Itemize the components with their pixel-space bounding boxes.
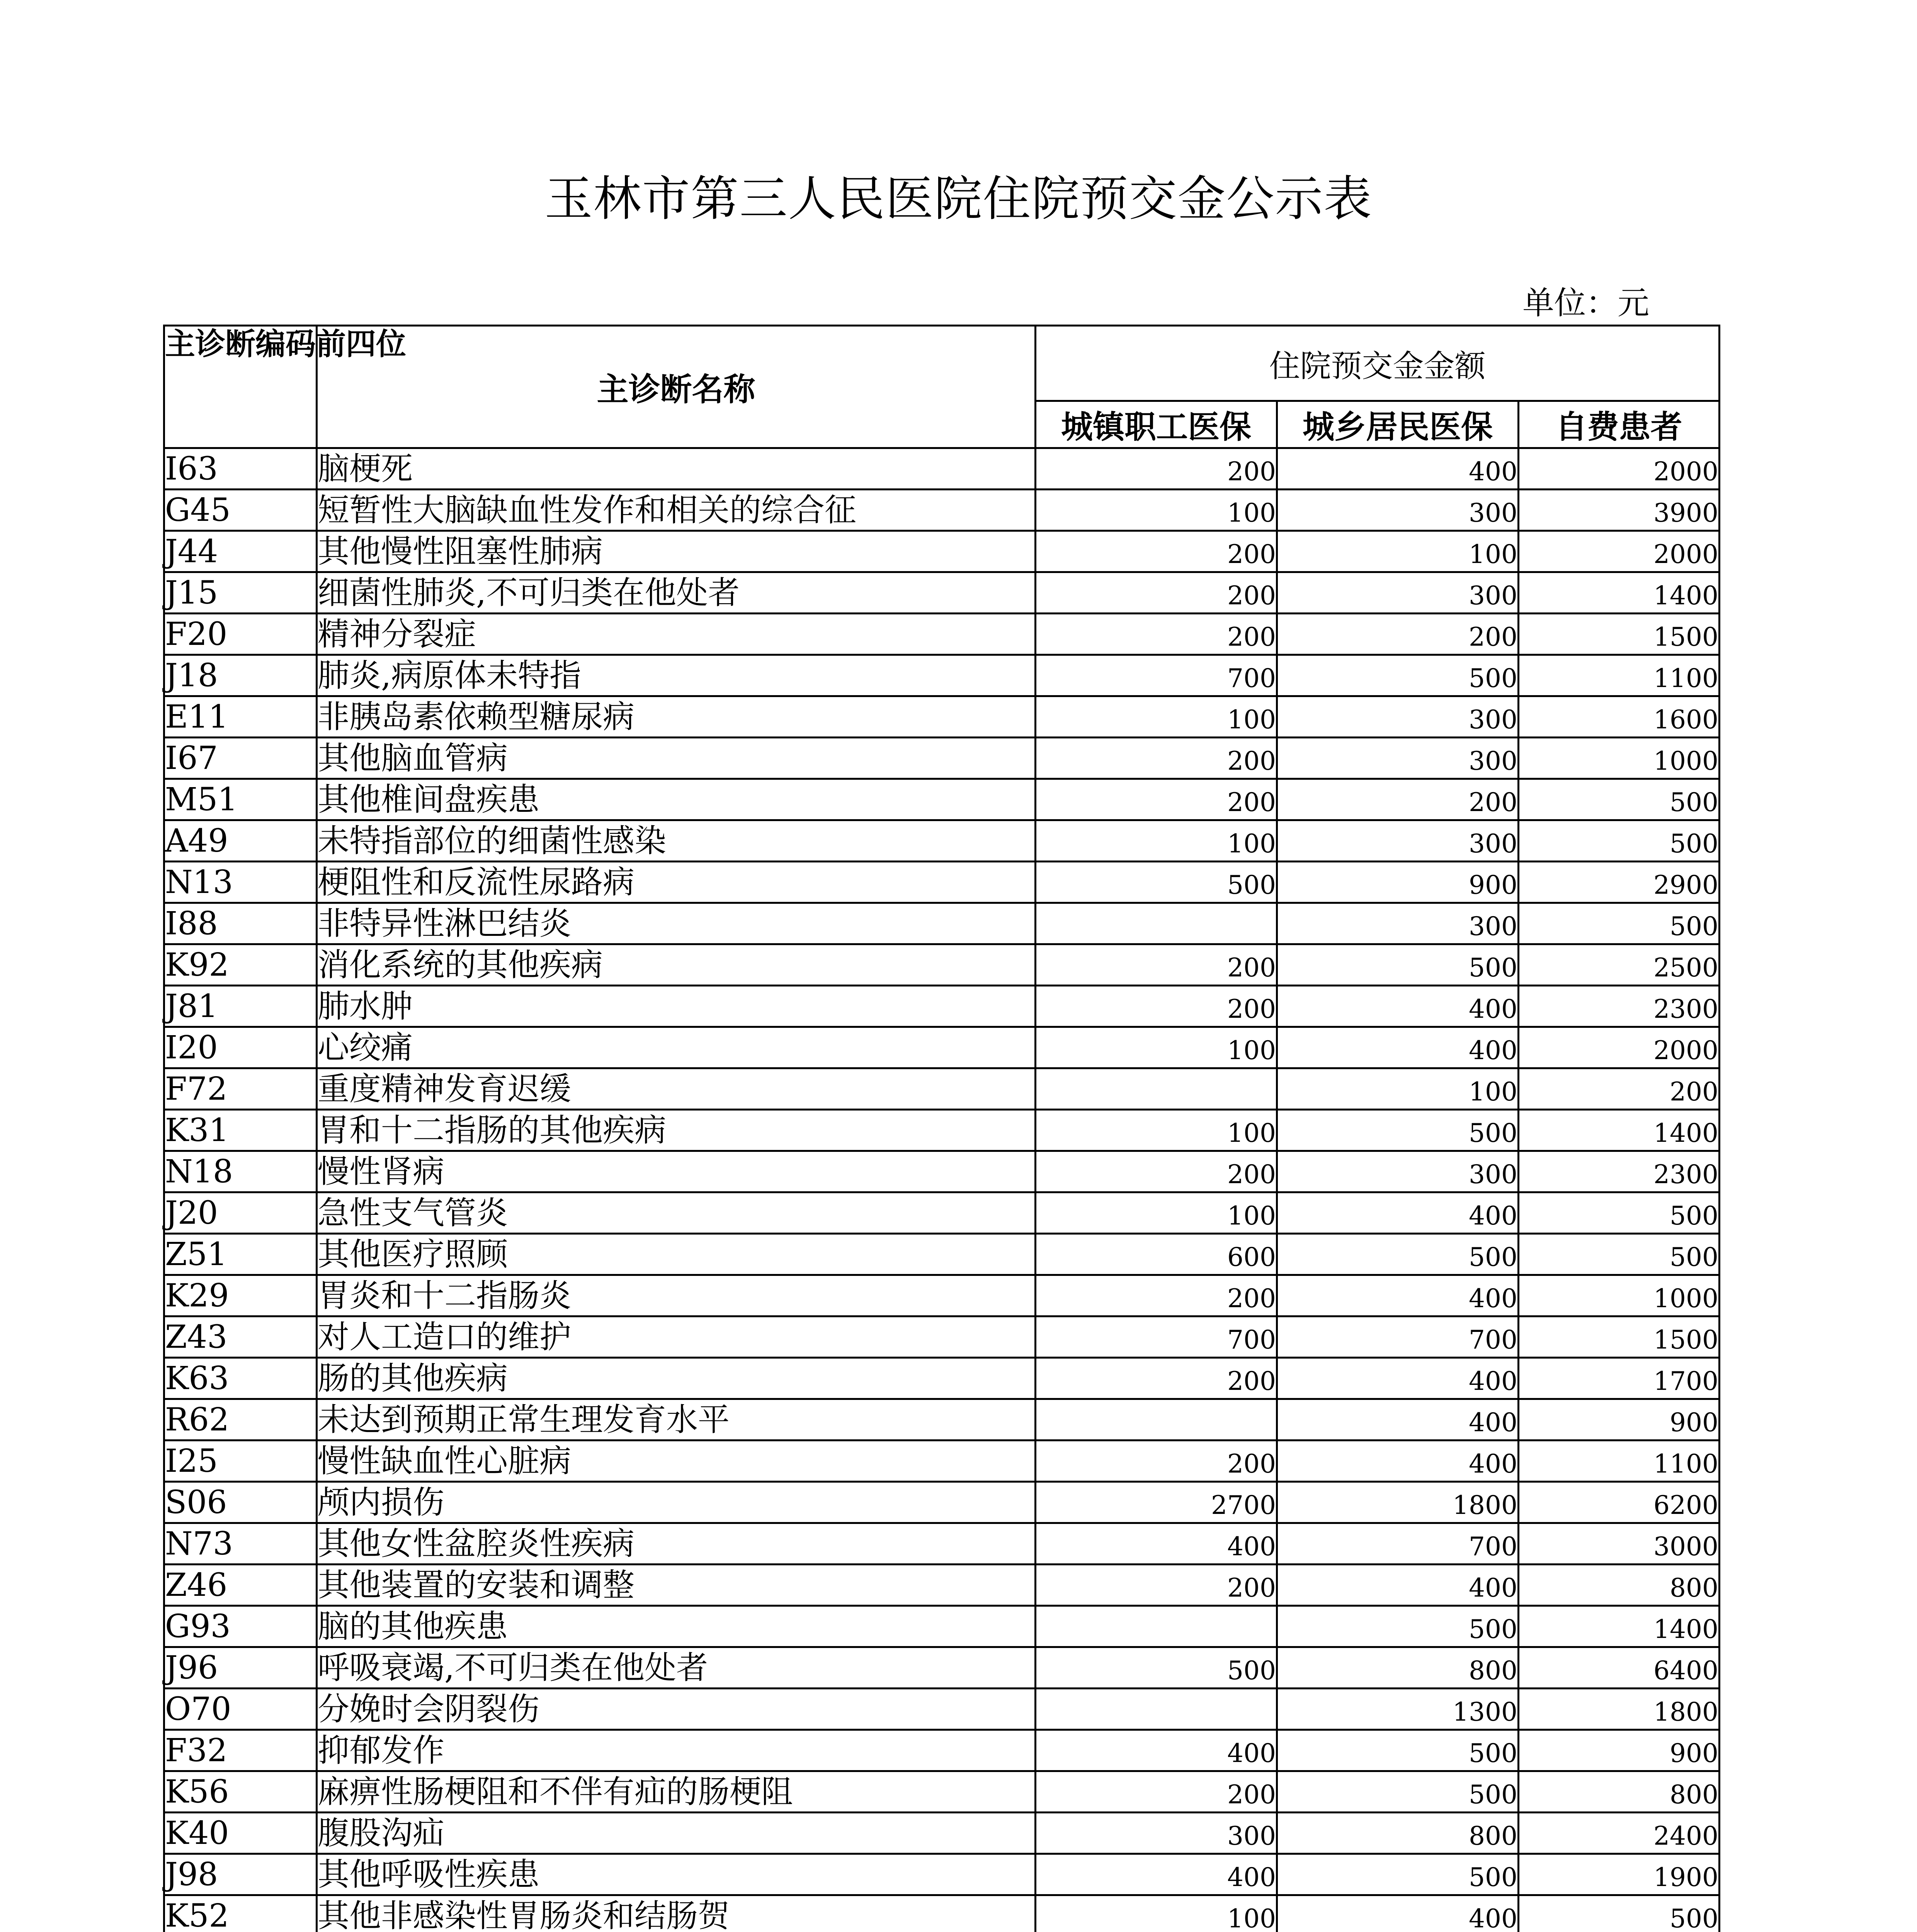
diagnosis-code-cell: G93 (164, 1606, 317, 1647)
self-pay-cell: 500 (1519, 1895, 1720, 1932)
diagnosis-code-cell: K40 (164, 1813, 317, 1854)
diagnosis-code-cell: J98 (164, 1854, 317, 1895)
table-row (164, 655, 1720, 696)
self-pay-cell: 500 (1519, 779, 1720, 820)
table-row (164, 1565, 1720, 1606)
diagnosis-name-cell: 短暂性大脑缺血性发作和相关的综合征 (317, 490, 1036, 531)
table-row (164, 1523, 1720, 1565)
diagnosis-code-cell: A49 (164, 820, 317, 862)
resident-insurance-cell: 700 (1277, 1316, 1519, 1358)
employee-insurance-cell: 2700 (1036, 1482, 1277, 1523)
resident-insurance-cell: 500 (1277, 1854, 1519, 1895)
diagnosis-code-cell: Z43 (164, 1316, 317, 1358)
diagnosis-name-cell: 其他脑血管病 (317, 738, 1036, 779)
resident-insurance-cell: 500 (1277, 655, 1519, 696)
self-pay-cell: 3000 (1519, 1523, 1720, 1565)
diagnosis-name-cell: 肠的其他疾病 (317, 1358, 1036, 1399)
table-row (164, 448, 1720, 490)
resident-insurance-cell: 500 (1277, 1606, 1519, 1647)
self-pay-cell: 1900 (1519, 1854, 1720, 1895)
self-pay-cell: 2300 (1519, 986, 1720, 1027)
table-row (164, 531, 1720, 572)
self-pay-cell: 2500 (1519, 944, 1720, 986)
self-pay-cell: 1000 (1519, 1275, 1720, 1316)
table-row (164, 986, 1720, 1027)
resident-insurance-cell: 400 (1277, 1399, 1519, 1440)
resident-insurance-cell: 400 (1277, 986, 1519, 1027)
table-row (164, 1647, 1720, 1689)
diagnosis-name-cell: 其他慢性阻塞性肺病 (317, 531, 1036, 572)
diagnosis-name-cell: 梗阻性和反流性尿路病 (317, 862, 1036, 903)
table-row (164, 862, 1720, 903)
employee-insurance-cell: 400 (1036, 1523, 1277, 1565)
employee-insurance-cell: 200 (1036, 531, 1277, 572)
table-row (164, 1234, 1720, 1275)
diagnosis-name-cell: 肺水肿 (317, 986, 1036, 1027)
page-title: 玉林市第三人民医院住院预交金公示表 (544, 171, 1373, 227)
resident-insurance-cell: 900 (1277, 862, 1519, 903)
diagnosis-name-cell: 其他呼吸性疾患 (317, 1854, 1036, 1895)
employee-insurance-cell: 100 (1036, 1027, 1277, 1068)
employee-insurance-cell: 200 (1036, 1440, 1277, 1482)
diagnosis-code-cell: I67 (164, 738, 317, 779)
self-pay-cell: 1700 (1519, 1358, 1720, 1399)
header-diagnosis-code: 主诊断编码前四位 (164, 326, 317, 448)
self-pay-cell: 1600 (1519, 696, 1720, 738)
table-row (164, 1151, 1720, 1192)
diagnosis-name-cell: 慢性缺血性心脏病 (317, 1440, 1036, 1482)
self-pay-cell: 1000 (1519, 738, 1720, 779)
employee-insurance-cell: 100 (1036, 1192, 1277, 1234)
employee-insurance-cell: 100 (1036, 490, 1277, 531)
resident-insurance-cell: 300 (1277, 1151, 1519, 1192)
self-pay-cell: 500 (1519, 903, 1720, 944)
self-pay-cell: 1500 (1519, 614, 1720, 655)
table-body (164, 448, 1720, 1932)
diagnosis-code-cell: Z51 (164, 1234, 317, 1275)
diagnosis-name-cell: 对人工造口的维护 (317, 1316, 1036, 1358)
resident-insurance-cell: 700 (1277, 1523, 1519, 1565)
table-row (164, 1399, 1720, 1440)
table-row (164, 1689, 1720, 1730)
employee-insurance-cell: 100 (1036, 696, 1277, 738)
employee-insurance-cell: 700 (1036, 1316, 1277, 1358)
table-row (164, 903, 1720, 944)
table-row (164, 572, 1720, 614)
employee-insurance-cell: 600 (1036, 1234, 1277, 1275)
table-row (164, 820, 1720, 862)
header-deposit-amount: 住院预交金金额 (1036, 326, 1720, 401)
deposit-table (163, 325, 1720, 1932)
resident-insurance-cell: 500 (1277, 944, 1519, 986)
self-pay-cell: 1100 (1519, 655, 1720, 696)
employee-insurance-cell: 200 (1036, 1151, 1277, 1192)
employee-insurance-cell: 200 (1036, 944, 1277, 986)
resident-insurance-cell: 500 (1277, 1110, 1519, 1151)
table-row (164, 944, 1720, 986)
diagnosis-name-cell: 抑郁发作 (317, 1730, 1036, 1771)
self-pay-cell: 2000 (1519, 1027, 1720, 1068)
self-pay-cell: 500 (1519, 1192, 1720, 1234)
diagnosis-code-cell: N18 (164, 1151, 317, 1192)
header-employee-insurance: 城镇职工医保 (1036, 401, 1277, 448)
self-pay-cell: 800 (1519, 1771, 1720, 1813)
self-pay-cell: 900 (1519, 1730, 1720, 1771)
table-row (164, 1358, 1720, 1399)
table-row (164, 1275, 1720, 1316)
diagnosis-name-cell: 其他椎间盘疾患 (317, 779, 1036, 820)
self-pay-cell: 1500 (1519, 1316, 1720, 1358)
diagnosis-name-cell: 未特指部位的细菌性感染 (317, 820, 1036, 862)
employee-insurance-cell: 100 (1036, 1110, 1277, 1151)
diagnosis-code-cell: I63 (164, 448, 317, 490)
diagnosis-code-cell: N13 (164, 862, 317, 903)
employee-insurance-cell (1036, 903, 1277, 944)
resident-insurance-cell: 800 (1277, 1647, 1519, 1689)
diagnosis-code-cell: R62 (164, 1399, 317, 1440)
diagnosis-code-cell: I20 (164, 1027, 317, 1068)
resident-insurance-cell: 300 (1277, 572, 1519, 614)
self-pay-cell: 1400 (1519, 1606, 1720, 1647)
diagnosis-name-cell: 心绞痛 (317, 1027, 1036, 1068)
employee-insurance-cell: 100 (1036, 1895, 1277, 1932)
employee-insurance-cell: 200 (1036, 1565, 1277, 1606)
employee-insurance-cell (1036, 1399, 1277, 1440)
resident-insurance-cell: 200 (1277, 614, 1519, 655)
employee-insurance-cell: 500 (1036, 1647, 1277, 1689)
self-pay-cell: 2000 (1519, 531, 1720, 572)
diagnosis-name-cell: 消化系统的其他疾病 (317, 944, 1036, 986)
diagnosis-name-cell: 未达到预期正常生理发育水平 (317, 1399, 1036, 1440)
header-row-top (164, 326, 1720, 401)
diagnosis-code-cell: S06 (164, 1482, 317, 1523)
table-row (164, 1316, 1720, 1358)
diagnosis-name-cell: 肺炎,病原体未特指 (317, 655, 1036, 696)
diagnosis-name-cell: 慢性肾病 (317, 1151, 1036, 1192)
employee-insurance-cell: 200 (1036, 614, 1277, 655)
table-row (164, 1895, 1720, 1932)
diagnosis-name-cell: 分娩时会阴裂伤 (317, 1689, 1036, 1730)
table-row (164, 614, 1720, 655)
self-pay-cell: 1800 (1519, 1689, 1720, 1730)
resident-insurance-cell: 500 (1277, 1771, 1519, 1813)
diagnosis-code-cell: K52 (164, 1895, 317, 1932)
resident-insurance-cell: 300 (1277, 696, 1519, 738)
diagnosis-name-cell: 呼吸衰竭,不可归类在他处者 (317, 1647, 1036, 1689)
diagnosis-code-cell: E11 (164, 696, 317, 738)
diagnosis-code-cell: G45 (164, 490, 317, 531)
employee-insurance-cell: 200 (1036, 572, 1277, 614)
self-pay-cell: 2400 (1519, 1813, 1720, 1854)
table-row (164, 1854, 1720, 1895)
self-pay-cell: 3900 (1519, 490, 1720, 531)
header-resident-insurance: 城乡居民医保 (1277, 401, 1519, 448)
self-pay-cell: 1400 (1519, 1110, 1720, 1151)
employee-insurance-cell: 700 (1036, 655, 1277, 696)
self-pay-cell: 2900 (1519, 862, 1720, 903)
resident-insurance-cell: 300 (1277, 820, 1519, 862)
diagnosis-code-cell: F20 (164, 614, 317, 655)
diagnosis-name-cell: 其他装置的安装和调整 (317, 1565, 1036, 1606)
diagnosis-name-cell: 其他女性盆腔炎性疾病 (317, 1523, 1036, 1565)
employee-insurance-cell: 200 (1036, 738, 1277, 779)
diagnosis-name-cell: 脑的其他疾患 (317, 1606, 1036, 1647)
table-row (164, 1110, 1720, 1151)
self-pay-cell: 500 (1519, 1234, 1720, 1275)
diagnosis-code-cell: M51 (164, 779, 317, 820)
diagnosis-code-cell: K31 (164, 1110, 317, 1151)
employee-insurance-cell (1036, 1689, 1277, 1730)
diagnosis-name-cell: 胃和十二指肠的其他疾病 (317, 1110, 1036, 1151)
employee-insurance-cell: 200 (1036, 1771, 1277, 1813)
self-pay-cell: 2000 (1519, 448, 1720, 490)
self-pay-cell: 1100 (1519, 1440, 1720, 1482)
diagnosis-code-cell: I88 (164, 903, 317, 944)
diagnosis-name-cell: 非胰岛素依赖型糖尿病 (317, 696, 1036, 738)
diagnosis-code-cell: K63 (164, 1358, 317, 1399)
diagnosis-code-cell: J15 (164, 572, 317, 614)
header-diagnosis-name: 主诊断名称 (317, 326, 1036, 448)
resident-insurance-cell: 100 (1277, 1068, 1519, 1110)
resident-insurance-cell: 400 (1277, 1565, 1519, 1606)
employee-insurance-cell: 400 (1036, 1730, 1277, 1771)
resident-insurance-cell: 400 (1277, 1027, 1519, 1068)
table-row (164, 1813, 1720, 1854)
diagnosis-name-cell: 非特异性淋巴结炎 (317, 903, 1036, 944)
employee-insurance-cell: 100 (1036, 820, 1277, 862)
table-row (164, 779, 1720, 820)
resident-insurance-cell: 1800 (1277, 1482, 1519, 1523)
table-row (164, 738, 1720, 779)
diagnosis-code-cell: O70 (164, 1689, 317, 1730)
table-row (164, 1068, 1720, 1110)
diagnosis-name-cell: 胃炎和十二指肠炎 (317, 1275, 1036, 1316)
diagnosis-code-cell: I25 (164, 1440, 317, 1482)
diagnosis-name-cell: 急性支气管炎 (317, 1192, 1036, 1234)
employee-insurance-cell (1036, 1068, 1277, 1110)
diagnosis-name-cell: 重度精神发育迟缓 (317, 1068, 1036, 1110)
diagnosis-code-cell: J44 (164, 531, 317, 572)
diagnosis-name-cell: 细菌性肺炎,不可归类在他处者 (317, 572, 1036, 614)
diagnosis-code-cell: K56 (164, 1771, 317, 1813)
employee-insurance-cell: 200 (1036, 1358, 1277, 1399)
diagnosis-code-cell: J81 (164, 986, 317, 1027)
table-row (164, 1606, 1720, 1647)
resident-insurance-cell: 1300 (1277, 1689, 1519, 1730)
employee-insurance-cell: 200 (1036, 779, 1277, 820)
self-pay-cell: 6200 (1519, 1482, 1720, 1523)
diagnosis-code-cell: F72 (164, 1068, 317, 1110)
diagnosis-name-cell: 麻痹性肠梗阻和不伴有疝的肠梗阻 (317, 1771, 1036, 1813)
employee-insurance-cell: 500 (1036, 862, 1277, 903)
resident-insurance-cell: 400 (1277, 1440, 1519, 1482)
table-row (164, 490, 1720, 531)
diagnosis-name-cell: 其他非感染性胃肠炎和结肠贺 (317, 1895, 1036, 1932)
table-row (164, 1192, 1720, 1234)
diagnosis-name-cell: 颅内损伤 (317, 1482, 1036, 1523)
resident-insurance-cell: 400 (1277, 1895, 1519, 1932)
resident-insurance-cell: 500 (1277, 1234, 1519, 1275)
table-row (164, 1482, 1720, 1523)
diagnosis-name-cell: 脑梗死 (317, 448, 1036, 490)
header-self-pay: 自费患者 (1519, 401, 1720, 448)
diagnosis-code-cell: K92 (164, 944, 317, 986)
employee-insurance-cell: 300 (1036, 1813, 1277, 1854)
diagnosis-code-cell: K29 (164, 1275, 317, 1316)
resident-insurance-cell: 100 (1277, 531, 1519, 572)
resident-insurance-cell: 500 (1277, 1730, 1519, 1771)
employee-insurance-cell: 400 (1036, 1854, 1277, 1895)
diagnosis-code-cell: J18 (164, 655, 317, 696)
table-row (164, 1730, 1720, 1771)
resident-insurance-cell: 200 (1277, 779, 1519, 820)
diagnosis-name-cell: 腹股沟疝 (317, 1813, 1036, 1854)
employee-insurance-cell: 200 (1036, 986, 1277, 1027)
self-pay-cell: 900 (1519, 1399, 1720, 1440)
diagnosis-code-cell: F32 (164, 1730, 317, 1771)
table-row (164, 1027, 1720, 1068)
table-row (164, 1771, 1720, 1813)
diagnosis-code-cell: N73 (164, 1523, 317, 1565)
resident-insurance-cell: 400 (1277, 1192, 1519, 1234)
unit-label: 单位：元 (1522, 285, 1650, 321)
employee-insurance-cell: 200 (1036, 1275, 1277, 1316)
employee-insurance-cell: 200 (1036, 448, 1277, 490)
self-pay-cell: 200 (1519, 1068, 1720, 1110)
self-pay-cell: 2300 (1519, 1151, 1720, 1192)
diagnosis-code-cell: J96 (164, 1647, 317, 1689)
resident-insurance-cell: 300 (1277, 903, 1519, 944)
diagnosis-name-cell: 精神分裂症 (317, 614, 1036, 655)
self-pay-cell: 1400 (1519, 572, 1720, 614)
self-pay-cell: 800 (1519, 1565, 1720, 1606)
diagnosis-code-cell: Z46 (164, 1565, 317, 1606)
diagnosis-code-cell: J20 (164, 1192, 317, 1234)
resident-insurance-cell: 300 (1277, 738, 1519, 779)
diagnosis-name-cell: 其他医疗照顾 (317, 1234, 1036, 1275)
self-pay-cell: 6400 (1519, 1647, 1720, 1689)
resident-insurance-cell: 400 (1277, 1275, 1519, 1316)
table-row (164, 1440, 1720, 1482)
employee-insurance-cell (1036, 1606, 1277, 1647)
table-row (164, 696, 1720, 738)
self-pay-cell: 500 (1519, 820, 1720, 862)
resident-insurance-cell: 400 (1277, 1358, 1519, 1399)
resident-insurance-cell: 300 (1277, 490, 1519, 531)
resident-insurance-cell: 400 (1277, 448, 1519, 490)
resident-insurance-cell: 800 (1277, 1813, 1519, 1854)
